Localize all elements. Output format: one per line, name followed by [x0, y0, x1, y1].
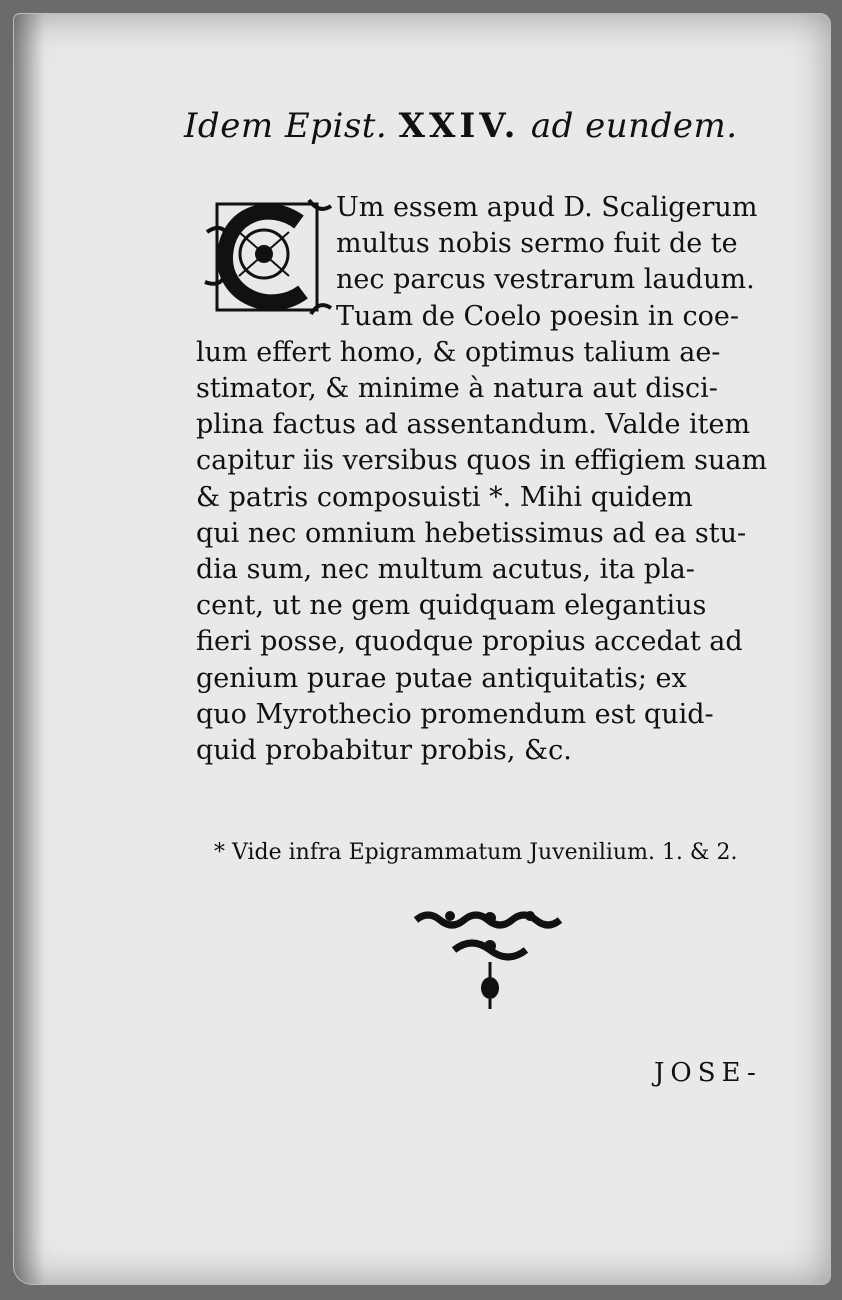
- body-line: dia sum, nec multum acutus, ita pla-: [196, 554, 695, 586]
- floral-tailpiece-icon: [410, 906, 570, 1016]
- header-numeral: XXIV.: [398, 106, 520, 146]
- body-line: Um essem apud D. Scaligerum: [336, 192, 758, 223]
- body-line: multus nobis sermo fuit de te: [336, 228, 738, 260]
- body-line: quo Myrothecio promendum est quid-: [196, 698, 714, 730]
- body-line: Tuam de Coelo poesin in coe-: [336, 300, 739, 332]
- body-line: capitur iis versibus quos in effigiem suam: [196, 445, 768, 477]
- body-line: genium purae putae antiquitatis; ex: [196, 662, 687, 694]
- body-line: stimator, & minime à natura aut disci-: [196, 373, 718, 405]
- body-line: & patris composuisti *. Mihi quidem: [196, 481, 693, 513]
- footnote: * Vide infra Epigrammatum Juvenilium. 1. & 2.: [214, 840, 738, 865]
- letter-body: [196, 190, 776, 769]
- catchword: JOSE-: [654, 1058, 762, 1088]
- book-page: [14, 14, 830, 1284]
- body-line: plina factus ad assentandum. Valde item: [196, 409, 751, 441]
- body-line: quid probabitur probis, &c.: [196, 735, 572, 767]
- body-line: nec parcus vestrarum laudum.: [336, 264, 755, 296]
- body-line: lum effert homo, & optimus talium ae-: [196, 336, 721, 368]
- body-line: fieri posse, quodque propius accedat ad: [196, 626, 743, 658]
- body-line: qui nec omnium hebetissimus ad ea stu-: [196, 517, 747, 549]
- body-line: cent, ut ne gem quidquam elegantius: [196, 590, 707, 622]
- page-header: [184, 106, 784, 146]
- header-prefix: Idem Epist.: [184, 106, 388, 146]
- header-suffix: ad eundem.: [530, 106, 738, 146]
